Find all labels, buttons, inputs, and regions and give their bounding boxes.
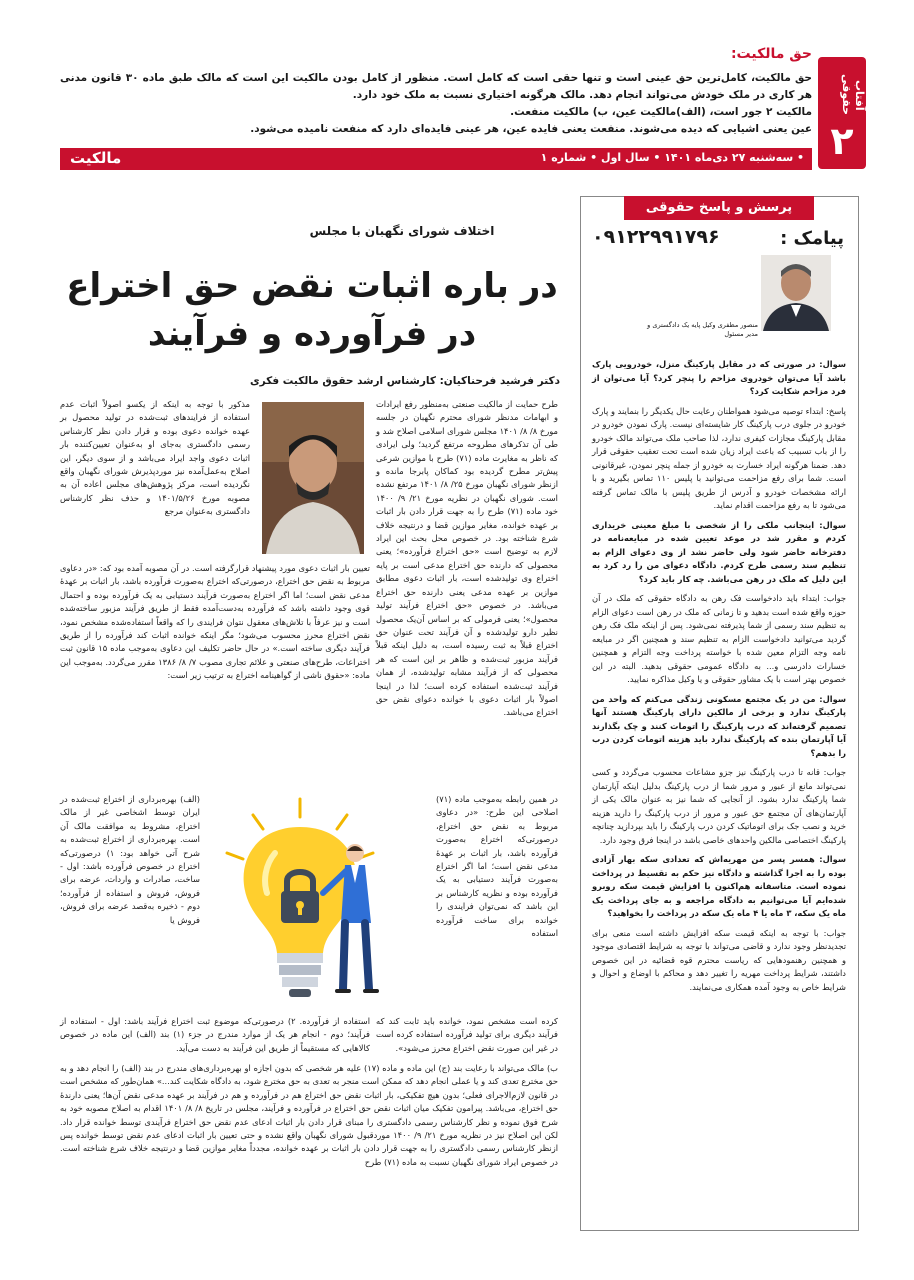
- article-supertitle: اختلاف شورای نگهبان با مجلس: [309, 224, 495, 238]
- article-text-bottom-right: کرده است مشخص نمود، خوانده باید ثابت کند که فرآیند دیگری برای تولید فرآورده استفاده کرده است در غیر این صورت نقض اختراع محرز می‌شود».: [376, 1016, 558, 1053]
- qa-question-1: سوال: در صورتی که در مقابل پارکینگ منزل، خودرویی پارک باشد آیا می‌توان خودروی مزاحم را پنچر کرد؟ آیا می‌توان از فرد مزاحم شکایت کرد؟: [592, 359, 846, 396]
- qa-question-2: سوال: اینجانب ملکی را از شخصی با مبلغ معینی خریداری کردم و مقرر شد در موعد تعیین شده در مبایعه‌نامه در دفترخانه حاضر شود ولی حاضر نشد از وی دعوای الزام به تنظیم سند رسمی طرح کردم. دادگاه دعوای من را رد کرد به این دلیل که ملک در رهن می‌باشد. چه کار باید کرد؟: [592, 519, 846, 584]
- author-photo: [761, 255, 831, 331]
- article-column-bottom-right: [376, 1015, 558, 1055]
- qa-answer-1: پاسخ: ابتداء توصیه می‌شود همواطنان رعایت حال یکدیگر را بنمایند و پارک خودرو در جلوی درب پارکینگ کار شایسته‌ای نیست. پارک نمودن خودرو در مقابل پارکینگ مجازات کیفری ندارد، لذا صاحب ملک می‌تواند مالک خودرو را از باب تسبیب که باعث ایراد زیان شده است تحت تعقیب حقوقی قرار دهد. ضمنا هرگونه ایراد خسارت به خودرو از جمله پنچر نمودن، غیرقانونی است. شما برای رفع مزاحمت می‌توانید با پلیس ۱۱۰ تماس بگیرید و با ارائه مشخصات خودرو و آدرس از طریق پلیس با مالک تماس گرفته می‌شود تا به رفع مزاحمت اقدام نماید.: [592, 405, 847, 510]
- header-definition: [60, 70, 812, 138]
- header-line-3: عین یعنی اشیایی که دیده می‌شوند. منفعت یعنی فایده عین، هر عینی فایده‌ای دارد که منفعت نامیده می‌شود.: [250, 123, 812, 135]
- article-column-bottom-left: [60, 1015, 370, 1055]
- qa-answer-2: جواب: ابتداء باید دادخواست فک رهن به دادگاه حقوقی که ملک در آن حوزه واقع شده است بدهید و تا زمانی که ملک در رهن است دعوای الزام به تنظیم سند رسمی از شما پذیرفته نمی‌شود. پس از اینکه ملک فک رهن گردید می‌توانید دادخواست الزام به تنظیم سند و همچنین اگر در مبایعه نامه وجه التزام معین شده با خواسته پرداخت وجه التزام و همچنین خسارات دادرسی و... به دادگاه عمومی حقوقی بدهید. البته در این خصوص بهتر است با یک مشاور حقوقی و یا وکیل مذاکره نمایید.: [592, 593, 846, 684]
- article-column-left-bulb: [60, 793, 200, 927]
- article-text-right-top: طرح حمایت از مالکیت صنعتی به‌منظور رفع ایرادات و ابهامات مدنظر شورای محترم نگهبان در جلسه مورخ ۸/ ۸/ ۱۴۰۱ مجلس شورای اسلامی اصلاح شد و طی آن تذکرهای مطروحه مرتفع گردید؛ ولی ایرادی که ناظر به مغایرت ماده (۷۱) طرح با موازین شرعی پیش‌تر مطرح گردیده بود کماکان پابرجا مانده و ازنظر شورای نگهبان مورخ ۲۵/ ۸/ ۱۴۰۱ مرتفع نشده است. شورای نگهبان در نظریه مورخ ۲۱/ ۹/ ۱۴۰۰ خود ماده (۷۱) طرح را به جهت قرار دادن بار اثبات بر عهده خوانده، مغایر موازین قضا و درنتیجه خلاف شرع شناخته بود. در خصوص محل بحث این ایراد لازم به توضیح است «حق اختراع فرآورده»؛ یعنی محصولی که دارنده حق اختراع مدعی است بر پایه اختراع وی تولیدشده است، بار اثبات دعوی مطابق موازین بر عهده مدعی یعنی دارنده حق اختراع می‌باشد. در خصوص «حق اختراع فرآیند تولید محصول»؛ یعنی فرمولی که بر اساس آن‌یک محصول نظیر دارو تولیدشده و آن فرآیند تحت عنوان حق اختراع قبلاً به ثبت رسیده است، به دلیل اینکه قبلاً فرآیند مزبور ثبت‌شده و ظاهر بر این است که هر محصولی که از فرآیند مشابه تولیدشده، از همان فرآیند ثبت‌شده استفاده کرده است؛ لذا در اینجا اصولاً بار اثبات دعوی با خوانده دعوای نقض حق اختراع می‌باشد.: [376, 399, 559, 718]
- newspaper-logo: [818, 57, 866, 169]
- article-text-middle-long: تعیین بار اثبات دعوی مورد پیشنهاد قرارگرفته است. در آن مصوبه آمده بود که: «در دعاوی مربوط به نقض حق اختراع، درصورتی‌که اختراع به‌صورت فرآورده باشد، بار اثبات بر عهدهٔ مدعی نقض است؛ اما اگر اختراع به‌صورت فرآیند دستیابی به یک فرآورده بوده و احتمال قوی وجود داشته باشد که فرآورده به‌دست‌آمده فقط از طریق فرآیند مزبور ساخته‌شده است و نیز عرفاً با تلاش‌های معقول نتوان فرایندی را که واقعاً استفاده‌شده مشخص نمود، نقض اختراع محرز محسوب می‌شود؛ مگر اینکه خوانده اثبات کند فرآورده را از طریق فرآیند دیگری ساخته است.» در حال حاضر تکلیف این دعاوی به‌موجب ماده ۱۵ قانون ثبت اختراعات، طرح‌های صنعتی و علائم تجاری مصوب ۷/ ۸/ ۱۳۸۶ مقرر می‌گردد. به‌موجب این ماده: «حقوق ناشی از گواهینامه اختراع به ترتیب زیر است:: [60, 563, 371, 681]
- article-text-left-bulb: (الف) بهره‌برداری از اختراع ثبت‌شده در ایران توسط اشخاصی غیر از مالک اختراع، مشروط به موافقت مالک آن است. بهره‌برداری از اختراع ثبت‌شده به شرح آتی خواهد بود: ۱) درصورتی‌که اختراع در خصوص فرآورده باشد: اول - ساخت، صادرات و واردات، عرضه برای فروش، فروش و استفاده از فرآورده؛ دوم - ذخیره به‌قصد عرضه برای فروش، فروش یا: [60, 794, 200, 925]
- header-line-2: مالکیت ۲ جور است، (الف)مالکیت عین، ب) مالکیت منفعت.: [510, 106, 812, 118]
- article-column-right: [376, 398, 558, 720]
- article-text-right-bulb: در همین رابطه به‌موجب ماده (۷۱) اصلاحی این طرح: «در دعاوی مربوط به نقض حق اختراع، درصورتی‌که اختراع به‌صورت فرآورده باشد، بار اثبات بر عهدهٔ مدعی نقض است؛ اما اگر اختراع به‌صورت فرآیند دستیابی به یک فرآورده بوده و نظریه کارشناس بر این باشد که نمی‌توان فرایندی را خوانده برای ساخت فرآورده استفاده: [436, 794, 558, 939]
- headline-line-2: در فرآورده و فرآیند: [147, 314, 477, 354]
- header-line-1: حق مالکیت، کامل‌ترین حق عینی است و تنها حقی است که کامل است. منظور از کامل بودن مالکیت این است که مالک طبق ماده ۳۰ قانون مدنی هر کاری در ملک خودش می‌تواند انجام دهد. مالک هرگونه اختیاری نسبت به ملک خود دارد.: [60, 72, 812, 101]
- article-column-right-bulb: [436, 793, 558, 940]
- date-bar: [60, 148, 812, 170]
- issue-date: • سه‌شنبه ۲۷ دی‌ماه ۱۴۰۱ • سال اول • شماره ۱: [540, 151, 804, 164]
- header-title: حق مالکیت:: [730, 46, 812, 62]
- sms-number: ۰۹۱۲۲۹۹۱۷۹۶: [592, 226, 720, 248]
- article-column-low: [60, 1062, 558, 1169]
- sms-label: پیامک :: [780, 228, 844, 249]
- logo-number: ۲: [830, 119, 854, 163]
- section-label: مالکیت: [70, 149, 122, 167]
- qa-answer-4: جواب: با توجه به اینکه قیمت سکه افزایش داشته است منعی برای تجدیدنظر وجود ندارد و قاضی می‌تواند با توجه به شرایط اقتصادی موجود و همچنین رهنمودهایی که ریاست محترم قوه قضائیه در این خصوص داشتند، شرایط پرداخت مهریه را تغییر دهد و محاکم با اوضاع و احوال و شرایط خاص به وجود آمده همکاری می‌نمایند.: [592, 927, 846, 992]
- qa-question-4: سوال: همسر پسر من مهریه‌اش که تعدادی سکه بهار آزادی بوده را به اجرا گذاشته و دادگاه نیز حکم به تقسیط در پرداخت نموده است. متاسفانه هم‌اکنون با افزایش قیمت سکه روبرو شده‌ایم آیا می‌توانیم به دادگاه مراجعه و به جای پرداخت یک ماه یک سکه، ۳ ماه یا ۴ ماه یک سکه در پرداخت را بخواهید؟: [592, 854, 846, 918]
- qa-body: [592, 358, 846, 1000]
- qa-question-3: سوال: من در یک مجتمع مسکونی زندگی می‌کنم که واحد من پارکینگ ندارد و برخی از مالکین دارای پارکینگ هستند آنها تصمیم گرفته‌اند که درب پارکینگ را اتومات کنند و چک بگذارند آیا آپارتمان بنده که پارکینگ ندارد باید هزینه اتومات کردن درب را بدهم؟: [592, 693, 846, 758]
- qa-heading: پرسش و پاسخ حقوقی: [624, 196, 814, 220]
- qa-answer-3: جواب: قانه تا درب پارکینگ نیز جزو مشاعات محسوب می‌گردد و کسی نمی‌تواند مانع از عبور و مرور شما از درب پارکینگ بدلیل اینکه آپارتمان شما پارکینگ ندارد بشود. از آنجایی که شما نیز به عنوان مالک یکی از آپارتمان‌های آن مجتمع حق عبور و مرور از درب پارکینگ را دارید هزینه خرید و نصب جک برای اتوماتیک کردن درب پارکینگ را باید بپردازید چنانچه پارکینگ اختصاصی مالکین واحدهای خاصی باشد در اینجا فرق وجود دارد.: [592, 767, 846, 845]
- logo-name: آفتاب حقوقی: [840, 74, 866, 116]
- writer-photo: [262, 402, 364, 554]
- article-headline: [60, 262, 564, 358]
- lightbulb-lock-illustration: [205, 793, 430, 1013]
- headline-line-1: در باره اثبات نقض حق اختراع: [66, 266, 558, 306]
- article-text-bottom-left: استفاده از فرآورده. ۲) درصورتی‌که موضوع ثبت اختراع فرآیند باشد: اول - استفاده از فرآیند؛ دوم - انجام هر یک از موارد مندرج در جزء (۱) بند (الف) این ماده در خصوص کالاهایی که مستقیماً از طریق این فرآیند به دست می‌آید.: [60, 1016, 370, 1053]
- author-caption: منصور مظفری وکیل پایه یک دادگستری و مدیر مسئول: [647, 321, 758, 338]
- article-byline: دکتر فرشید فرحناکیان: کارشناس ارشد حقوق مالکیت فکری: [250, 375, 560, 387]
- article-column-middle: [60, 398, 250, 519]
- article-column-middle-lower: [60, 562, 370, 683]
- article-text-low: ب) مالک می‌تواند با رعایت بند (ج) این ماده و ماده (۱۷) علیه هر شخصی که بدون اجازه او بهره‌برداری‌های مندرج در بند (الف) را انجام دهد و به حق مخترع تعدی کند و یا عملی انجام دهد که ممکن است منجر به تعدی به حق مخترع شود، به دادگاه شکایت کند...» همان‌طور که مشخص است در قانون لازم‌الاجرای فعلی؛ بدون هیچ تفکیکی، بار اثبات نقض حق اختراع هم در فرآورده و هم در فرآیند بر عهده مدعی نقض آن‌ها؛ یعنی دارندهٔ حق اختراع، می‌باشد. پیرامون تفکیک میان اثبات نقض حق اختراع در فرآورده و فرآیند، مجلس در تاریخ ۸/ ۸/ ۱۴۰۱ اقدام به اصلاح مصوبه خود به شرح فوق نموده و نظر کارشناس رسمی دادگستری را مبنای قرار دادن بار اثبات ادعای عدم نقض حق اختراع فرآیندی توسط خوانده قرار داد. لکن این اصلاح نیز در نظریه مورخ ۲۱/ ۹/ ۱۴۰۰ موردقبول شورای نگهبان واقع نشده و حتی تعیین بار اثبات ادعای عدم نقض توسط خوانده پس ازنظر کارشناس رسمی دادگستری را به جهت قرار دادن بار اثبات بر عهده خوانده، مجدداً مغایر موازین قضا و درنتیجه خلاف شرع شناخته است. در خصوص ایراد شورای نگهبان نسبت به ماده (۷۱) طرح: [60, 1063, 559, 1167]
- article-text-middle-top: مذکور با توجه به اینکه از یکسو اصولاً اثبات عدم استفاده از فرایندهای ثبت‌شده در تولید محصول بر عهده خوانده دعوی بوده و قرار دادن نظر کارشناس رسمی دادگستری به‌جای او به‌عنوان تعیین‌کننده بار اثبات دعوی واجد ایراد می‌باشد و از سوی دیگر، این اصلاح به‌عمل‌آمده نیز موردپذیرش شورای نگهبان واقع نگردیده است، مرکز پژوهش‌های مجلس اعاده آن به مصوبه مورخ ۱۴۰۱/۵/۲۶ و حذف نظر کارشناس دادگستری به‌عنوان مرجع: [60, 399, 250, 517]
